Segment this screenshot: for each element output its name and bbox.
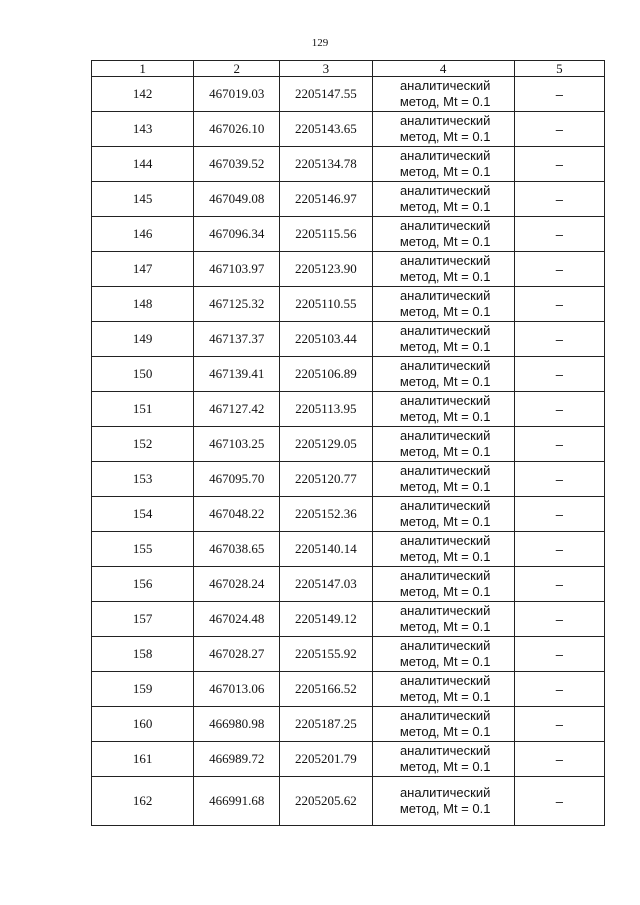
note-cell: – (514, 287, 604, 322)
x-coordinate-cell: 467048.22 (194, 497, 280, 532)
note-cell: – (514, 77, 604, 112)
method-line-2: метод, Mt = 0.1 (399, 199, 491, 214)
x-coordinate-cell: 467013.06 (194, 672, 280, 707)
method-line-2: метод, Mt = 0.1 (399, 409, 491, 424)
method-line-2: метод, Mt = 0.1 (399, 479, 491, 494)
x-coordinate-cell: 467125.32 (194, 287, 280, 322)
method-line-2: метод, Mt = 0.1 (399, 339, 491, 354)
note-cell: – (514, 462, 604, 497)
x-coordinate-cell: 467103.25 (194, 427, 280, 462)
table-row (92, 567, 605, 602)
method-cell (372, 392, 514, 427)
point-number-cell: 146 (92, 217, 194, 252)
point-number-cell: 150 (92, 357, 194, 392)
method-line-1: аналитический (399, 183, 491, 198)
note-cell: – (514, 392, 604, 427)
method-line-1: аналитический (399, 638, 491, 653)
method-cell (372, 112, 514, 147)
note-cell: – (514, 637, 604, 672)
y-coordinate-cell: 2205149.12 (280, 602, 372, 637)
table-row (92, 532, 605, 567)
method-line-1: аналитический (399, 673, 491, 688)
column-header-5: 5 (514, 61, 604, 77)
page-number: 129 (311, 37, 329, 49)
method-line-2: метод, Mt = 0.1 (399, 164, 491, 179)
method-line-2: метод, Mt = 0.1 (399, 724, 491, 739)
note-cell: – (514, 217, 604, 252)
note-cell: – (514, 532, 604, 567)
method-line-1: аналитический (399, 743, 491, 758)
x-coordinate-cell: 467024.48 (194, 602, 280, 637)
x-coordinate-cell: 467095.70 (194, 462, 280, 497)
y-coordinate-cell: 2205115.56 (280, 217, 372, 252)
table-row (92, 777, 605, 826)
table-row (92, 602, 605, 637)
method-cell (372, 147, 514, 182)
method-cell (372, 322, 514, 357)
column-header-2: 2 (194, 61, 280, 77)
table-header-row (92, 61, 605, 77)
method-cell (372, 637, 514, 672)
point-number-cell: 162 (92, 777, 194, 826)
method-line-2: метод, Mt = 0.1 (399, 654, 491, 669)
y-coordinate-cell: 2205147.03 (280, 567, 372, 602)
column-header-4: 4 (372, 61, 514, 77)
note-cell: – (514, 112, 604, 147)
x-coordinate-cell: 467019.03 (194, 77, 280, 112)
method-cell (372, 742, 514, 777)
method-line-1: аналитический (399, 148, 491, 163)
note-cell: – (514, 252, 604, 287)
method-line-1: аналитический (399, 393, 491, 408)
x-coordinate-cell: 467039.52 (194, 147, 280, 182)
table-row (92, 672, 605, 707)
point-number-cell: 143 (92, 112, 194, 147)
x-coordinate-cell: 467127.42 (194, 392, 280, 427)
y-coordinate-cell: 2205123.90 (280, 252, 372, 287)
method-cell (372, 567, 514, 602)
note-cell: – (514, 742, 604, 777)
x-coordinate-cell: 467137.37 (194, 322, 280, 357)
x-coordinate-cell: 467096.34 (194, 217, 280, 252)
method-line-2: метод, Mt = 0.1 (399, 514, 491, 529)
note-cell: – (514, 777, 604, 826)
note-cell: – (514, 602, 604, 637)
column-header-1: 1 (92, 61, 194, 77)
method-line-1: аналитический (399, 358, 491, 373)
table-row (92, 462, 605, 497)
y-coordinate-cell: 2205187.25 (280, 707, 372, 742)
point-number-cell: 155 (92, 532, 194, 567)
method-line-2: метод, Mt = 0.1 (399, 129, 491, 144)
method-line-1: аналитический (399, 323, 491, 338)
method-cell (372, 182, 514, 217)
point-number-cell: 159 (92, 672, 194, 707)
y-coordinate-cell: 2205103.44 (280, 322, 372, 357)
y-coordinate-cell: 2205134.78 (280, 147, 372, 182)
y-coordinate-cell: 2205201.79 (280, 742, 372, 777)
method-line-1: аналитический (399, 463, 491, 478)
method-line-1: аналитический (399, 498, 491, 513)
x-coordinate-cell: 467049.08 (194, 182, 280, 217)
method-cell (372, 77, 514, 112)
note-cell: – (514, 357, 604, 392)
point-number-cell: 156 (92, 567, 194, 602)
table-row (92, 392, 605, 427)
method-line-2: метод, Mt = 0.1 (399, 801, 491, 816)
method-line-1: аналитический (399, 533, 491, 548)
point-number-cell: 158 (92, 637, 194, 672)
method-cell (372, 707, 514, 742)
note-cell: – (514, 427, 604, 462)
y-coordinate-cell: 2205113.95 (280, 392, 372, 427)
method-line-2: метод, Mt = 0.1 (399, 304, 491, 319)
method-line-1: аналитический (399, 568, 491, 583)
point-number-cell: 157 (92, 602, 194, 637)
table-row (92, 182, 605, 217)
x-coordinate-cell: 466980.98 (194, 707, 280, 742)
x-coordinate-cell: 466989.72 (194, 742, 280, 777)
coordinates-table (91, 60, 605, 826)
note-cell: – (514, 147, 604, 182)
method-line-1: аналитический (399, 603, 491, 618)
y-coordinate-cell: 2205205.62 (280, 777, 372, 826)
method-line-1: аналитический (399, 78, 491, 93)
method-cell (372, 602, 514, 637)
method-line-2: метод, Mt = 0.1 (399, 94, 491, 109)
note-cell: – (514, 497, 604, 532)
method-cell (372, 532, 514, 567)
y-coordinate-cell: 2205140.14 (280, 532, 372, 567)
method-line-1: аналитический (399, 253, 491, 268)
point-number-cell: 161 (92, 742, 194, 777)
table-row (92, 112, 605, 147)
method-cell (372, 357, 514, 392)
table-row (92, 147, 605, 182)
point-number-cell: 149 (92, 322, 194, 357)
method-line-2: метод, Mt = 0.1 (399, 234, 491, 249)
method-line-2: метод, Mt = 0.1 (399, 619, 491, 634)
x-coordinate-cell: 467028.27 (194, 637, 280, 672)
table-row (92, 497, 605, 532)
y-coordinate-cell: 2205155.92 (280, 637, 372, 672)
point-number-cell: 142 (92, 77, 194, 112)
x-coordinate-cell: 467028.24 (194, 567, 280, 602)
method-cell (372, 287, 514, 322)
point-number-cell: 148 (92, 287, 194, 322)
x-coordinate-cell: 467038.65 (194, 532, 280, 567)
point-number-cell: 145 (92, 182, 194, 217)
table-row (92, 637, 605, 672)
y-coordinate-cell: 2205110.55 (280, 287, 372, 322)
x-coordinate-cell: 467139.41 (194, 357, 280, 392)
table-row (92, 707, 605, 742)
note-cell: – (514, 567, 604, 602)
method-line-1: аналитический (399, 113, 491, 128)
point-number-cell: 152 (92, 427, 194, 462)
method-line-2: метод, Mt = 0.1 (399, 444, 491, 459)
method-line-1: аналитический (399, 288, 491, 303)
x-coordinate-cell: 467103.97 (194, 252, 280, 287)
y-coordinate-cell: 2205166.52 (280, 672, 372, 707)
table-row (92, 322, 605, 357)
method-cell (372, 427, 514, 462)
y-coordinate-cell: 2205143.65 (280, 112, 372, 147)
y-coordinate-cell: 2205129.05 (280, 427, 372, 462)
note-cell: – (514, 322, 604, 357)
table-row (92, 357, 605, 392)
method-line-1: аналитический (399, 708, 491, 723)
y-coordinate-cell: 2205152.36 (280, 497, 372, 532)
column-header-3: 3 (280, 61, 372, 77)
point-number-cell: 144 (92, 147, 194, 182)
y-coordinate-cell: 2205146.97 (280, 182, 372, 217)
method-cell (372, 252, 514, 287)
table-row (92, 217, 605, 252)
method-line-1: аналитический (399, 218, 491, 233)
table-row (92, 742, 605, 777)
note-cell: – (514, 182, 604, 217)
point-number-cell: 154 (92, 497, 194, 532)
point-number-cell: 147 (92, 252, 194, 287)
x-coordinate-cell: 466991.68 (194, 777, 280, 826)
method-cell (372, 217, 514, 252)
point-number-cell: 153 (92, 462, 194, 497)
y-coordinate-cell: 2205120.77 (280, 462, 372, 497)
y-coordinate-cell: 2205147.55 (280, 77, 372, 112)
method-cell (372, 497, 514, 532)
method-line-2: метод, Mt = 0.1 (399, 374, 491, 389)
method-cell (372, 777, 514, 826)
method-line-2: метод, Mt = 0.1 (399, 549, 491, 564)
method-cell (372, 672, 514, 707)
x-coordinate-cell: 467026.10 (194, 112, 280, 147)
method-line-2: метод, Mt = 0.1 (399, 269, 491, 284)
method-line-1: аналитический (399, 428, 491, 443)
table-row (92, 287, 605, 322)
method-line-2: метод, Mt = 0.1 (399, 759, 491, 774)
note-cell: – (514, 672, 604, 707)
y-coordinate-cell: 2205106.89 (280, 357, 372, 392)
table-row (92, 252, 605, 287)
method-line-2: метод, Mt = 0.1 (399, 584, 491, 599)
table-row (92, 77, 605, 112)
method-cell (372, 462, 514, 497)
method-line-2: метод, Mt = 0.1 (399, 689, 491, 704)
note-cell: – (514, 707, 604, 742)
point-number-cell: 151 (92, 392, 194, 427)
point-number-cell: 160 (92, 707, 194, 742)
method-line-1: аналитический (399, 785, 491, 800)
table-row (92, 427, 605, 462)
